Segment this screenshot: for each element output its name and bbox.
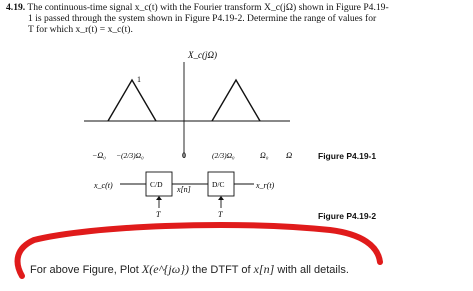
tick-label-two-thirds: (2/3)Ω₀: [212, 151, 235, 160]
y-axis-label: X_c(jΩ): [188, 50, 217, 60]
middle-signal-label: x[n]: [177, 185, 191, 194]
dc-sampling-label: T: [218, 210, 223, 219]
problem-line-2: 1 is passed through the system shown in Figure P4.19-2. Determine the range of values for: [28, 13, 377, 24]
cd-sampling-label: T: [156, 210, 161, 219]
tick-label-neg-omega0: −Ω₀: [92, 151, 106, 160]
peak-label: 1: [137, 75, 141, 84]
dc-block-label: D/C: [212, 180, 225, 189]
problem-number: 4.19.: [6, 2, 26, 13]
figure2-caption: Figure P4.19-2: [318, 211, 377, 221]
problem-text-1: The continuous-time signal x_c(t) with the Fourier transform X_c(jΩ) shown in Figure P4.19-: [27, 2, 389, 13]
question-text: [30, 262, 349, 277]
dc-sampling-arrowhead: [218, 196, 224, 200]
question-prefix: For above Figure, Plot: [30, 264, 142, 276]
tick-label-zero: 0: [182, 151, 186, 160]
question-suffix: with all details.: [274, 264, 349, 276]
output-signal-label: x_r(t): [256, 181, 275, 190]
tick-label-omega0: Ω₀: [260, 151, 269, 160]
problem-line-3: T for which x_r(t) = x_c(t).: [28, 24, 133, 35]
tick-label-neg-two-thirds: −(2/3)Ω₀: [116, 151, 144, 160]
spectrum-triangle-right: [212, 80, 260, 121]
cd-block-label: C/D: [150, 180, 163, 189]
question-dtft: X(e^{jω}): [141, 262, 190, 276]
question-middle: the DTFT of: [189, 264, 254, 276]
spectrum-triangle-left: [108, 80, 156, 121]
x-axis-label: Ω: [286, 150, 293, 160]
question-signal: x[n]: [253, 262, 275, 276]
input-signal-label: x_c(t): [94, 181, 113, 190]
figure1-caption: Figure P4.19-1: [318, 151, 377, 161]
cd-sampling-arrowhead: [156, 196, 162, 200]
